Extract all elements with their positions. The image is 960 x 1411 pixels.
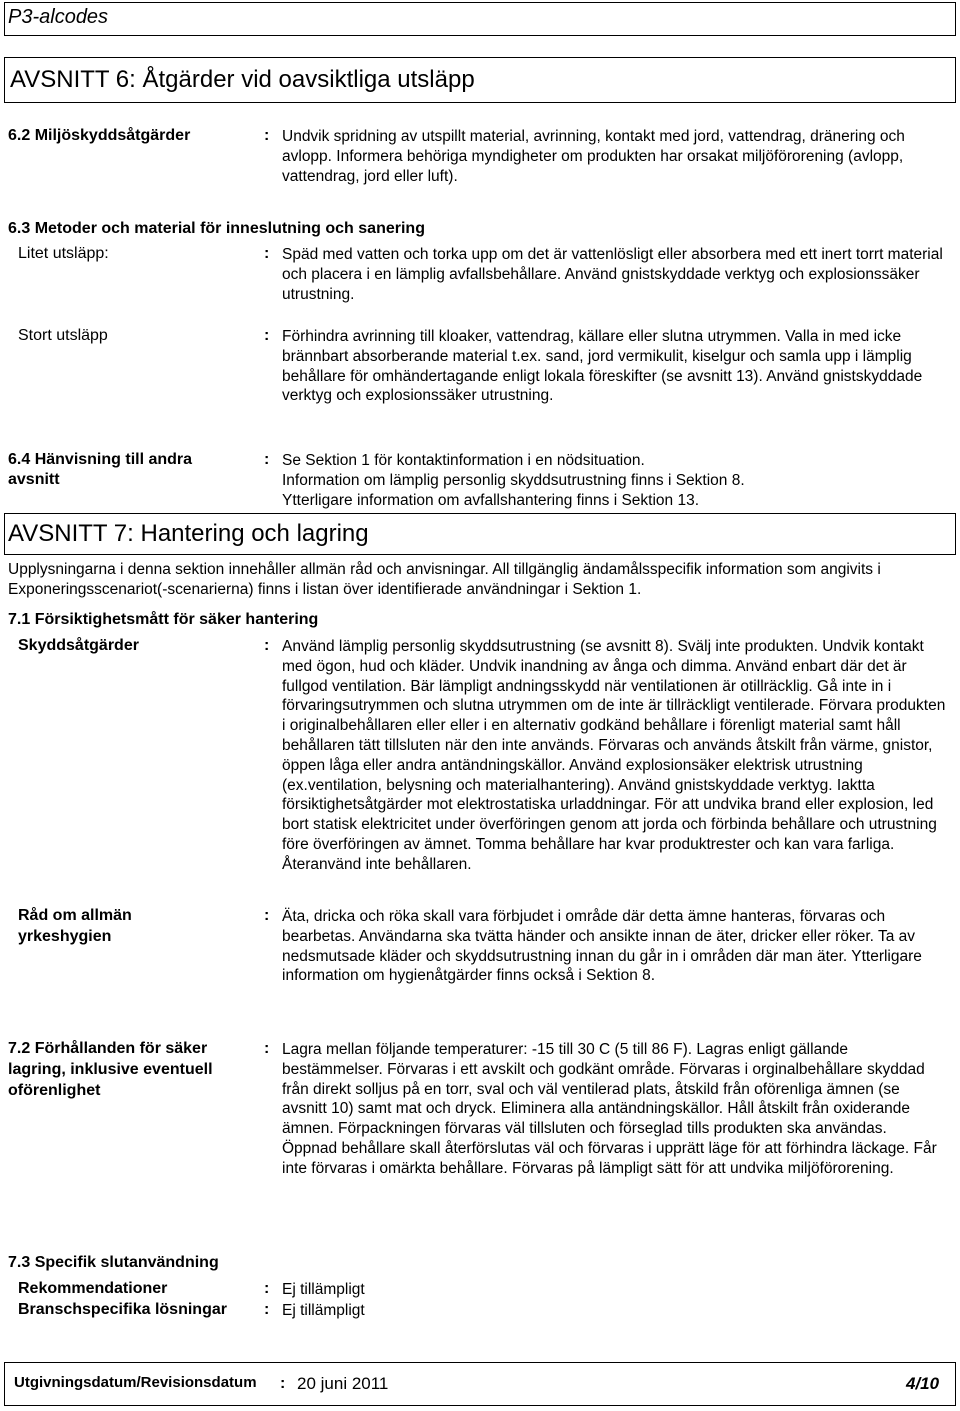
s73-label: 7.3 Specifik slutanvändning <box>8 1254 219 1271</box>
s72-text: Lagra mellan följande temperaturer: -15 till 30 C (5 till 86 F). Lagras enligt gällande bestämmelser. Förvaras i ett avskilt och godkänt område. Förvaras i orginalbehållare skyddad från direkt solljus på en torr, sval och väl ventilerad plats, åtskild från oförenliga ämnen (se avsnitt 10) samt mat och dryck. Eliminera alla antändningskällor. Håll åtskilt från oxiderande ämnen. Förpackningen förvaras väl tillsluten och förseglad tills produkten ska användas. Öppnad behållare skall återförslutas väl och förvaras i upprätt läge för att förhindra läckage. Får inte förvaras i omärkta behållare. Förvaras på lämpligt sätt för att undvika miljöförorening. <box>282 1041 937 1177</box>
s73-branch-label: Branschspecifika lösningar <box>18 1301 227 1318</box>
s64-line3: Ytterligare information om avfallshantering finns i Sektion 13. <box>282 492 699 509</box>
s71-prot-text: Använd lämplig personlig skyddsutrustning (se avsnitt 8). Svälj inte produkten. Undvik kontakt med ögon, hud och kläder. Undvik inandning av ånga och dimma. Använd enbart där det är fullgod ventilation. Bär lämpligt andningsskydd när ventilationen är otillräcklig. Gå inte in i förvaringsutrymmen och slutna utrymmen om de inte är tillräckligt ventilerade. Förvara produkten i originalbehållaren eller eller i en alternativ godkänd behållare i förenligt material samt håll behållaren tätt tillsluten när den inte används. Förvaras och används åtskilt från värme, gnistor, öppen låga eller andra antändningskällor. Använd explosionsäker elektrisk utrustning (ex.ventilation, belysning och materialhantering). Använd gnistskyddade verktyg. Iaktta försiktighetsåtgärder mot elektrostatiska urladdningar. För att undvika brand eller explosion, led bort statisk elektricitet under överföringen genom att jorda och förbinda behållare och utrustning före överföringen av ämnet. Tomma behållare har kvar produktrester och kan vara farliga. Återanvänd inte behållaren. <box>282 638 946 873</box>
s71-prot-label: Skyddsåtgärder <box>18 637 139 654</box>
s63-small-label: Litet utsläpp: <box>18 245 109 262</box>
s63-large-text: Förhindra avrinning till kloaker, vattendrag, källare eller slutna utrymmen. Valla in med icke brännbart absorberande material t.ex. sand, jord vermikulit, kiselgur och samla upp i lämplig behållare för omhändertagande enligt lokala föreskifter (se avsnitt 13). Använd gnistskyddade verktyg och explosionssäker utrustning. <box>282 328 923 405</box>
s63-large-label: Stort utsläpp <box>18 327 108 344</box>
s71-hyg-text: Äta, dricka och röka skall vara förbjudet i område där detta ämne hanteras, förvaras och bearbetas. Användarna ska tvätta händer och ansikte innan de äter, dricker eller röker. Ta av nedsmutsade kläder och skyddsutrustning innan du går in i områden där man äter. Ytterligare information om hygienåtgärder finns också i Sektion 8. <box>282 908 922 985</box>
s62-text: Undvik spridning av utspillt material, avrinning, kontakt med jord, vattendrag, dränering och avlopp. Informera behöriga myndigheter om produkten har orsakat miljöförorening (avlopp, vattendrag, jord eller luft). <box>282 128 905 185</box>
footer-date-value: 20 juni 2011 <box>297 1374 389 1393</box>
s72-label-line2: lagring, inklusive eventuell <box>8 1061 213 1078</box>
s62-label: 6.2 Miljöskyddsåtgärder <box>8 127 191 144</box>
footer-page-number: 4/10 <box>906 1374 940 1393</box>
s71-hyg-label-line2: yrkeshygien <box>18 928 112 945</box>
s72-label-line1: 7.2 Förhållanden för säker <box>8 1040 208 1057</box>
document-title: P3-alcodes <box>8 6 109 28</box>
s64-line2: Information om lämplig personlig skyddsutrustning finns i Sektion 8. <box>282 472 745 489</box>
s64-label-line1: 6.4 Hänvisning till andra <box>8 451 193 468</box>
s63-small-text: Späd med vatten och torka upp om det är vattenlösligt eller absorbera med ett inert torrt material och placera i en lämplig avfallsbehållare. Använd gnistskyddade verktyg och explosionssäker utrustning. <box>282 246 943 303</box>
s71-label: 7.1 Försiktighetsmått för säker hantering <box>8 611 319 628</box>
s73-rec-value: Ej tillämpligt <box>282 1281 365 1298</box>
s73-rec-colon: : <box>264 1280 270 1297</box>
s7-intro: Upplysningarna i denna sektion innehåller allmän råd och anvisningar. All tillgänglig ändamålsspecifik information som angivits i Exponeringsscenariot(-scenarierna) finns i listan över identifierade användningar i Sektion 1. <box>8 561 881 598</box>
s71-hyg-label-line1: Råd om allmän <box>18 907 132 924</box>
s73-branch-value: Ej tillämpligt <box>282 1302 365 1319</box>
section-7-title: AVSNITT 7: Hantering och lagring <box>8 520 369 547</box>
s64-line1: Se Sektion 1 för kontaktinformation i en nödsituation. <box>282 452 645 469</box>
s73-rec-label: Rekommendationer <box>18 1280 168 1297</box>
s71-prot-colon: : <box>264 637 270 654</box>
s71-hyg-colon: : <box>264 907 270 924</box>
s72-colon: : <box>264 1040 270 1057</box>
section-6-title: AVSNITT 6: Åtgärder vid oavsiktliga utsläpp <box>10 66 475 93</box>
header-box <box>4 2 956 36</box>
s64-label-line2: avsnitt <box>8 471 60 488</box>
footer-colon: : <box>280 1375 286 1392</box>
s63-large-colon: : <box>264 327 270 344</box>
footer-date-label: Utgivningsdatum/Revisionsdatum <box>14 1374 257 1391</box>
s73-branch-colon: : <box>264 1301 270 1318</box>
s63-small-colon: : <box>264 245 270 262</box>
s63-label: 6.3 Metoder och material för inneslutning och sanering <box>8 220 425 237</box>
s72-label-line3: oförenlighet <box>8 1082 101 1099</box>
s64-colon: : <box>264 451 270 468</box>
s62-colon: : <box>264 127 270 144</box>
